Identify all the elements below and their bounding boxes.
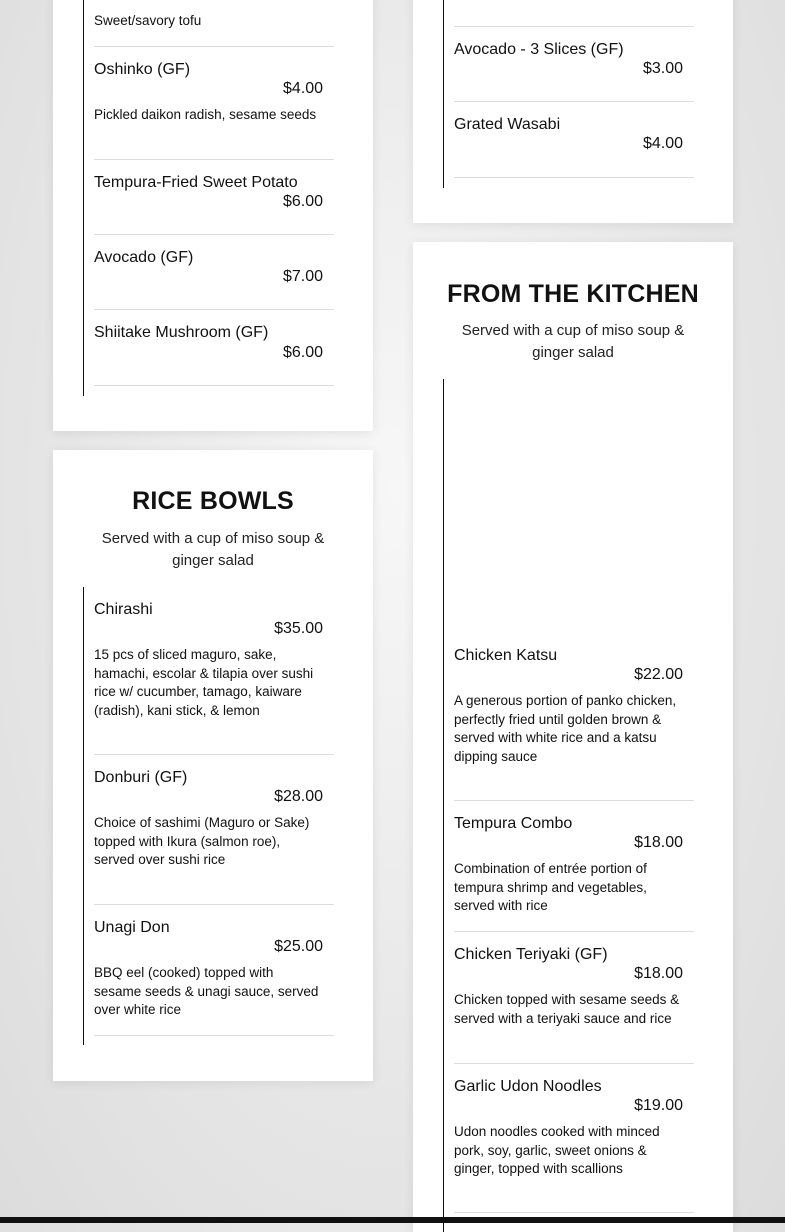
item-price: $18.00 (634, 834, 683, 851)
item-price (643, 0, 683, 2)
item-description: 15 pcs of sliced maguro, sake, hamachi, escolar & tilapia over sushi rice w/ cucumber, tamago, kaiware (radish), kani stick, & lemon (94, 647, 314, 718)
menu-item (94, 0, 334, 47)
bottom-bar (0, 1217, 785, 1223)
item-description: Pickled daikon radish, sesame seeds (94, 107, 317, 122)
item-list (83, 0, 323, 396)
item-list (443, 379, 683, 1232)
item-name: Avocado - 3 Slices (GF) (454, 41, 624, 58)
item-price: $6.00 (282, 344, 323, 361)
item-name: Oshinko (GF) (94, 61, 191, 78)
item-price: $35.00 (274, 620, 323, 637)
item-description: Sweet/savory tofu (94, 13, 202, 28)
item-price: $28.00 (274, 788, 323, 805)
item-description: A generous portion of panko chicken, perfectly fried until golden brown & served with white rice and a katsu dipping sauce (454, 693, 677, 764)
section-title: FROM THE KITCHEN (447, 280, 699, 308)
section-subtitle: Served with a cup of miso soup & ginger salad (101, 530, 325, 569)
item-price: $19.00 (634, 1097, 683, 1114)
menu-card-rice-bowls (53, 450, 373, 1081)
item-price: $3.00 (642, 60, 683, 77)
item-description: Combination of entrée portion of tempura shrimp and vegetables, served with rice (454, 861, 647, 914)
menu-item (94, 47, 334, 160)
item-name: Chicken Katsu (454, 647, 558, 664)
item-price: $6.00 (282, 193, 323, 210)
item-name: Grated Wasabi (454, 116, 561, 133)
item-price: $22.00 (634, 666, 683, 683)
item-price: $7.00 (282, 268, 323, 285)
menu-item (94, 587, 334, 755)
item-price: $18.00 (634, 965, 683, 982)
menu-item (94, 160, 334, 235)
item-name: Garlic Udon Noodles (454, 1078, 602, 1095)
menu-card-top-right (413, 0, 733, 223)
item-description: Chicken topped with sesame seeds & served with a teriyaki sauce and rice (454, 992, 680, 1026)
item-price: $4.00 (642, 135, 683, 152)
section-subtitle: Served with a cup of miso soup & ginger salad (461, 322, 685, 361)
item-name: Chicken Teriyaki (GF) (454, 946, 608, 963)
item-name: Shiitake Mushroom (GF) (94, 324, 269, 341)
item-name: Unagi Don (94, 919, 170, 936)
item-description: Choice of sashimi (Maguro or Sake) topped with Ikura (salmon roe), served over sushi rice (94, 815, 310, 868)
menu-item (94, 310, 334, 386)
menu-item (454, 0, 694, 27)
menu-item (454, 102, 694, 178)
menu-item (454, 643, 694, 801)
item-name: Avocado (GF) (94, 249, 194, 266)
item-name: Donburi (GF) (94, 769, 188, 786)
menu-item (454, 801, 694, 932)
item-list (83, 587, 323, 1045)
menu-item (94, 755, 334, 905)
item-price: $4.00 (282, 80, 323, 97)
menu-item (454, 1064, 694, 1213)
item-price: $25.00 (274, 938, 323, 955)
item-description: Udon noodles cooked with minced pork, soy, garlic, sweet onions & ginger, topped with scallions (454, 1124, 660, 1177)
menu-card-from-the-kitchen (413, 242, 733, 1232)
menu-card-top-left (53, 0, 373, 431)
menu-item (454, 932, 694, 1064)
menu-item (94, 235, 334, 310)
item-price (283, 0, 323, 2)
menu-item (94, 905, 334, 1036)
item-name: Tempura-Fried Sweet Potato (94, 174, 298, 191)
item-name: Chirashi (94, 601, 153, 618)
section-title: RICE BOWLS (132, 487, 294, 515)
item-description: BBQ eel (cooked) topped with sesame seeds & unagi sauce, served over white rice (94, 965, 319, 1018)
item-name: Tempura Combo (454, 815, 573, 832)
menu-item (454, 27, 694, 102)
item-list (443, 0, 683, 188)
